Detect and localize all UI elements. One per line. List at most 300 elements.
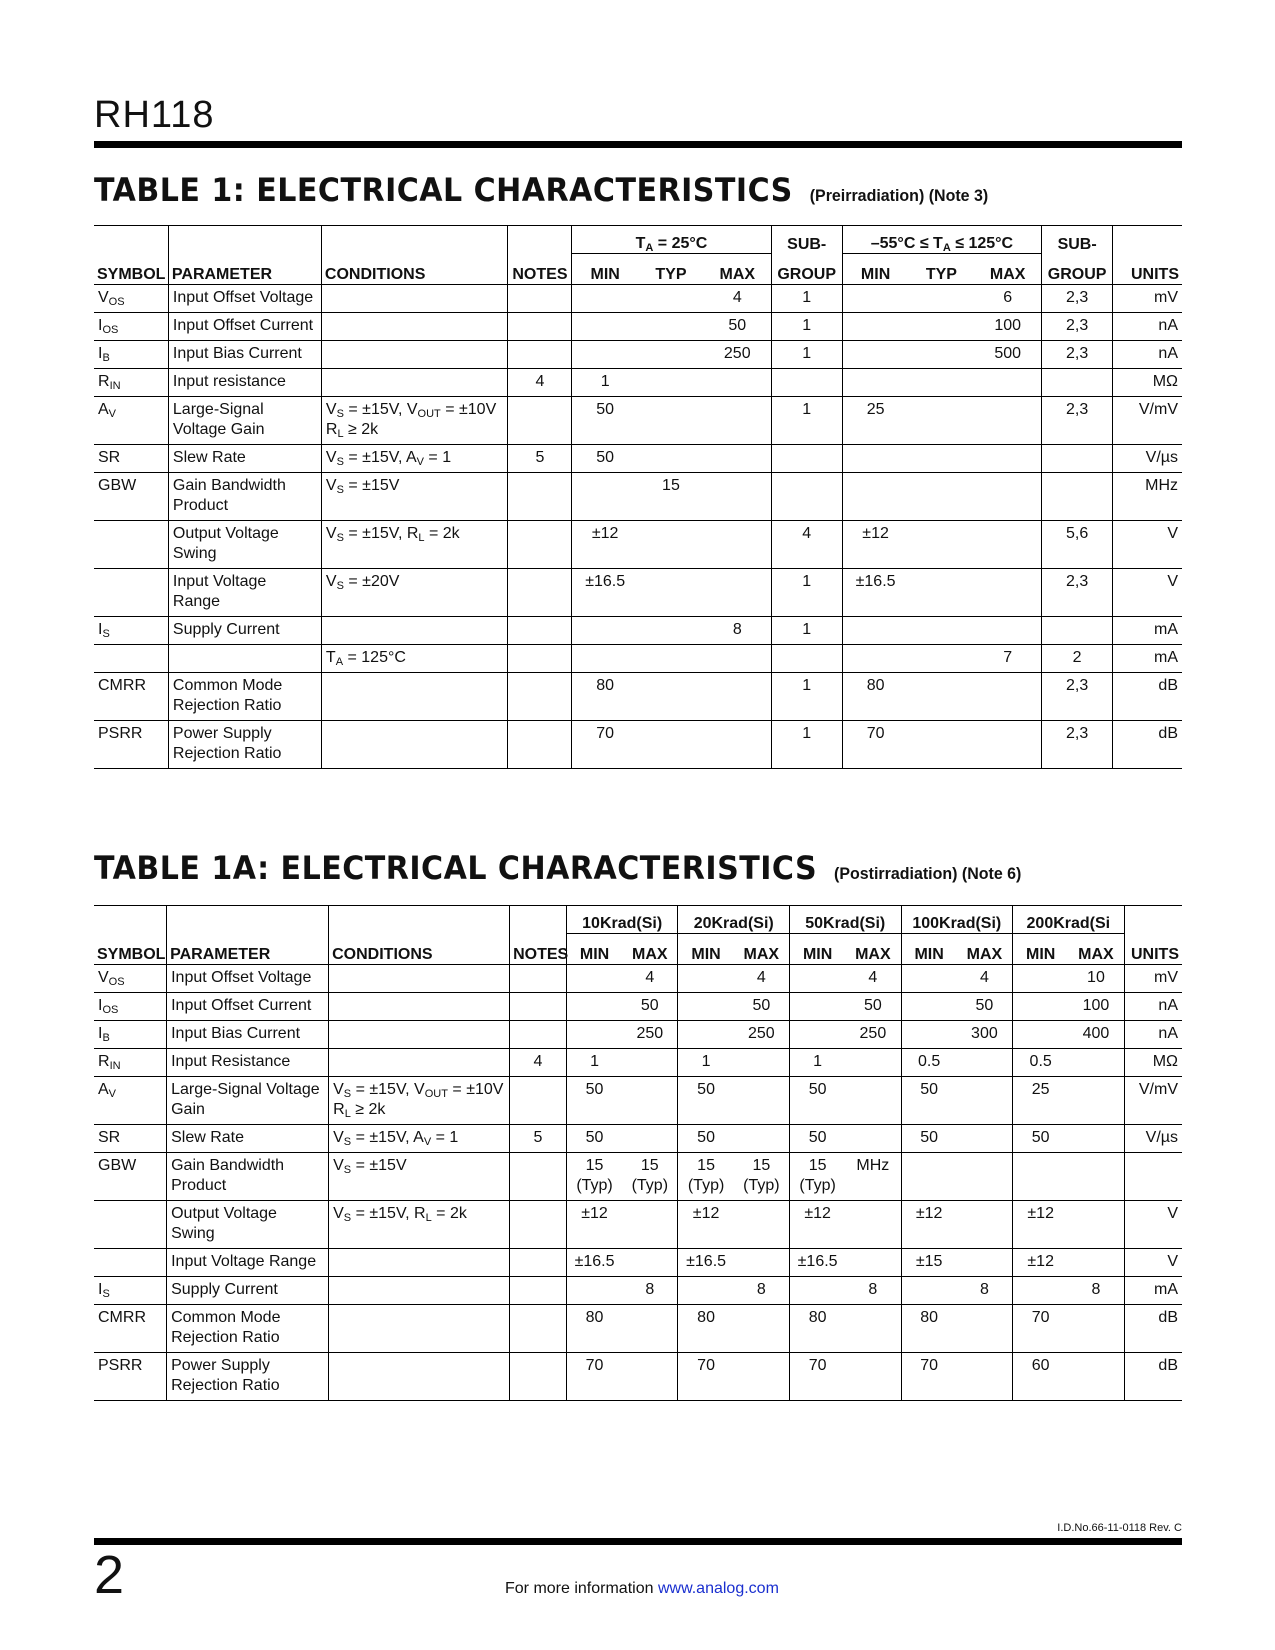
t1a-h-symbol: SYMBOL bbox=[94, 934, 167, 965]
t1a-cell-min: ±15 bbox=[901, 1249, 957, 1277]
t1a-cell-min bbox=[678, 993, 734, 1021]
t1a-cell-min: 50 bbox=[789, 1125, 845, 1153]
t1a-cell-max bbox=[1068, 1049, 1124, 1077]
t1-cell-conditions: $T_A = 125^\circ C$ bbox=[321, 645, 508, 673]
t1a-cell-notes bbox=[510, 1277, 567, 1305]
t1a-cell-min: 15 (Typ) bbox=[678, 1153, 734, 1201]
t1a-cell-parameter: Common Mode Rejection Ratio bbox=[167, 1305, 329, 1353]
t1a-cell-max bbox=[622, 1201, 678, 1249]
t1a-cell-min bbox=[678, 1277, 734, 1305]
t1a-cell-units: mA bbox=[1124, 1277, 1182, 1305]
t1-cell-notes bbox=[508, 617, 572, 645]
t1-cell-conditions bbox=[321, 285, 508, 313]
t1-cell-min bbox=[572, 645, 638, 673]
t1-cell-max2: 6 bbox=[974, 285, 1041, 313]
t1a-cell-notes bbox=[510, 1153, 567, 1201]
t1a-cell-parameter: Large-Signal Voltage Gain bbox=[167, 1077, 329, 1125]
t1a-cell-min: ±12 bbox=[566, 1201, 622, 1249]
t1-cell-subgroup: 1 bbox=[771, 673, 842, 721]
t1-cell-parameter: Slew Rate bbox=[168, 445, 321, 473]
t1a-cell-notes bbox=[510, 1201, 567, 1249]
t1a-cell-conditions bbox=[329, 965, 510, 993]
t1-h-parameter: PARAMETER bbox=[168, 254, 321, 285]
t1a-cell-max: 400 bbox=[1068, 1021, 1124, 1049]
t1-cell-typ bbox=[638, 285, 704, 313]
t1a-cell-max bbox=[845, 1049, 901, 1077]
t1a-h-min: MIN bbox=[901, 934, 957, 965]
t1a-h-max: MAX bbox=[957, 934, 1013, 965]
t1-cell-min2: ±16.5 bbox=[842, 569, 908, 617]
table-row bbox=[94, 617, 1182, 645]
t1-cell-max2: 500 bbox=[974, 341, 1041, 369]
t1a-cell-max bbox=[1068, 1249, 1124, 1277]
t1a-cell-parameter: Slew Rate bbox=[167, 1125, 329, 1153]
t1-cell-units: nA bbox=[1113, 341, 1182, 369]
t1a-cell-max: 250 bbox=[845, 1021, 901, 1049]
t1a-cell-min bbox=[1013, 965, 1069, 993]
t1-cell-symbol: $I_S$ bbox=[94, 617, 168, 645]
t1-cell-typ2 bbox=[908, 473, 974, 521]
t1a-cell-min: 70 bbox=[789, 1353, 845, 1401]
t1-cell-typ2 bbox=[908, 721, 974, 769]
t1-group-range: $-55^\circ C \le T_A \le 125^\circ C$ bbox=[842, 226, 1041, 254]
t1a-cell-min: 25 bbox=[1013, 1077, 1069, 1125]
t1-cell-max2 bbox=[974, 673, 1041, 721]
t1-cell-subgroup2: 2,3 bbox=[1042, 285, 1113, 313]
table1-title-text: TABLE 1: ELECTRICAL CHARACTERISTICS bbox=[94, 171, 793, 209]
t1-cell-conditions: $V_S = \pm 15V$, $V_{OUT} = \pm 10V$ $R_L \ge 2k$ bbox=[321, 397, 508, 445]
t1-cell-subgroup: 1 bbox=[771, 285, 842, 313]
t1a-cell-max bbox=[734, 1077, 790, 1125]
t1a-cell-min bbox=[789, 1021, 845, 1049]
t1-cell-min: 50 bbox=[572, 445, 638, 473]
table-row bbox=[94, 1353, 1182, 1401]
t1-cell-max bbox=[704, 721, 771, 769]
table1 bbox=[94, 225, 1182, 769]
t1-cell-min: 70 bbox=[572, 721, 638, 769]
t1a-cell-max: 8 bbox=[957, 1277, 1013, 1305]
t1-cell-max2 bbox=[974, 473, 1041, 521]
t1-cell-parameter: Input Bias Current bbox=[168, 341, 321, 369]
t1-cell-max bbox=[704, 569, 771, 617]
t1a-cell-units bbox=[1124, 1153, 1182, 1201]
t1a-cell-units: nA bbox=[1124, 993, 1182, 1021]
t1a-cell-max: 100 bbox=[1068, 993, 1124, 1021]
table-row bbox=[94, 1021, 1182, 1049]
t1-cell-subgroup: 1 bbox=[771, 569, 842, 617]
t1-cell-units: nA bbox=[1113, 313, 1182, 341]
t1a-cell-max: 250 bbox=[622, 1021, 678, 1049]
t1a-cell-notes bbox=[510, 1249, 567, 1277]
table1a-title bbox=[94, 849, 1022, 887]
t1-cell-typ: 15 bbox=[638, 473, 704, 521]
t1a-cell-symbol: $I_S$ bbox=[94, 1277, 167, 1305]
t1-cell-min: 1 bbox=[572, 369, 638, 397]
t1-cell-units: dB bbox=[1113, 673, 1182, 721]
t1a-cell-max bbox=[1068, 1305, 1124, 1353]
t1-cell-subgroup2: 2,3 bbox=[1042, 569, 1113, 617]
t1a-cell-max bbox=[957, 1305, 1013, 1353]
t1-cell-subgroup2 bbox=[1042, 617, 1113, 645]
t1-cell-typ bbox=[638, 397, 704, 445]
t1a-cell-min: 80 bbox=[789, 1305, 845, 1353]
t1a-cell-max bbox=[957, 1249, 1013, 1277]
t1a-cell-min: 15 (Typ) bbox=[566, 1153, 622, 1201]
t1a-cell-min: ±12 bbox=[678, 1201, 734, 1249]
t1-cell-typ2 bbox=[908, 673, 974, 721]
part-number: RH118 bbox=[94, 94, 215, 136]
t1-cell-notes bbox=[508, 673, 572, 721]
t1a-cell-conditions: $V_S = \pm 15V$, $R_L = 2k$ bbox=[329, 1201, 510, 1249]
t1a-cell-notes bbox=[510, 1077, 567, 1125]
top-rule bbox=[94, 141, 1182, 148]
t1-cell-symbol: GBW bbox=[94, 473, 168, 521]
t1a-cell-max bbox=[845, 1353, 901, 1401]
t1-cell-symbol bbox=[94, 569, 168, 617]
t1-cell-units: V bbox=[1113, 521, 1182, 569]
t1-cell-min2: ±12 bbox=[842, 521, 908, 569]
t1-cell-notes bbox=[508, 473, 572, 521]
t1-cell-symbol bbox=[94, 645, 168, 673]
t1-cell-units: V/mV bbox=[1113, 397, 1182, 445]
t1a-cell-max bbox=[622, 1077, 678, 1125]
t1-cell-subgroup: 1 bbox=[771, 617, 842, 645]
t1-cell-max2: 100 bbox=[974, 313, 1041, 341]
t1-cell-typ bbox=[638, 645, 704, 673]
t1a-cell-conditions bbox=[329, 993, 510, 1021]
table-row bbox=[94, 521, 1182, 569]
table-row bbox=[94, 1153, 1182, 1201]
t1a-cell-max bbox=[622, 1305, 678, 1353]
t1-h-min: MIN bbox=[572, 254, 638, 285]
t1-cell-max2 bbox=[974, 369, 1041, 397]
t1a-cell-units: nA bbox=[1124, 1021, 1182, 1049]
t1-cell-typ2 bbox=[908, 313, 974, 341]
t1a-cell-min: 50 bbox=[789, 1077, 845, 1125]
t1a-cell-min bbox=[566, 993, 622, 1021]
table-row bbox=[94, 993, 1182, 1021]
table-row bbox=[94, 965, 1182, 993]
t1-cell-subgroup2: 2,3 bbox=[1042, 673, 1113, 721]
t1-cell-typ bbox=[638, 617, 704, 645]
t1-cell-max2 bbox=[974, 397, 1041, 445]
t1-cell-conditions bbox=[321, 313, 508, 341]
t1a-cell-parameter: Input Resistance bbox=[167, 1049, 329, 1077]
t1a-cell-max bbox=[734, 1125, 790, 1153]
t1a-cell-units: dB bbox=[1124, 1305, 1182, 1353]
t1-cell-max: 250 bbox=[704, 341, 771, 369]
t1-cell-max bbox=[704, 369, 771, 397]
t1-cell-min bbox=[572, 313, 638, 341]
t1-cell-conditions bbox=[321, 369, 508, 397]
t1a-cell-symbol: $V_{OS}$ bbox=[94, 965, 167, 993]
t1-cell-max: 8 bbox=[704, 617, 771, 645]
t1-cell-min2: 80 bbox=[842, 673, 908, 721]
table-row bbox=[94, 313, 1182, 341]
t1a-cell-conditions bbox=[329, 1249, 510, 1277]
t1-cell-typ2 bbox=[908, 285, 974, 313]
t1a-h-conditions: CONDITIONS bbox=[329, 934, 510, 965]
t1-cell-parameter: Input resistance bbox=[168, 369, 321, 397]
t1a-cell-min bbox=[1013, 1021, 1069, 1049]
t1-cell-min2 bbox=[842, 473, 908, 521]
t1-cell-symbol: CMRR bbox=[94, 673, 168, 721]
more-info bbox=[505, 1580, 779, 1598]
table1-title bbox=[94, 171, 989, 209]
t1-cell-parameter: Input Offset Voltage bbox=[168, 285, 321, 313]
t1-cell-min2 bbox=[842, 313, 908, 341]
t1a-cell-notes bbox=[510, 1021, 567, 1049]
t1-cell-typ bbox=[638, 569, 704, 617]
t1a-cell-min bbox=[566, 1021, 622, 1049]
t1a-cell-max bbox=[845, 1201, 901, 1249]
table-row bbox=[94, 1077, 1182, 1125]
t1-cell-parameter: Gain Bandwidth Product bbox=[168, 473, 321, 521]
t1-cell-min bbox=[572, 617, 638, 645]
t1-cell-max2 bbox=[974, 445, 1041, 473]
t1-cell-subgroup: 1 bbox=[771, 397, 842, 445]
t1-cell-notes: 4 bbox=[508, 369, 572, 397]
t1a-cell-conditions bbox=[329, 1049, 510, 1077]
t1-cell-notes bbox=[508, 645, 572, 673]
t1a-cell-parameter: Gain Bandwidth Product bbox=[167, 1153, 329, 1201]
t1-cell-units: V bbox=[1113, 569, 1182, 617]
t1a-group-20krad: 20Krad(Si) bbox=[678, 906, 790, 934]
t1a-cell-min: 60 bbox=[1013, 1353, 1069, 1401]
t1a-cell-max: 15 (Typ) bbox=[734, 1153, 790, 1201]
t1-cell-max bbox=[704, 645, 771, 673]
t1-cell-typ2 bbox=[908, 521, 974, 569]
t1a-cell-parameter: Input Bias Current bbox=[167, 1021, 329, 1049]
t1a-cell-max bbox=[1068, 1201, 1124, 1249]
t1a-cell-min: ±12 bbox=[1013, 1249, 1069, 1277]
t1a-cell-max: 4 bbox=[734, 965, 790, 993]
t1-cell-notes bbox=[508, 569, 572, 617]
t1a-h-min: MIN bbox=[566, 934, 622, 965]
table1a bbox=[94, 905, 1182, 1401]
table-row bbox=[94, 673, 1182, 721]
t1-cell-typ bbox=[638, 369, 704, 397]
table-row bbox=[94, 397, 1182, 445]
t1-cell-conditions bbox=[321, 721, 508, 769]
t1a-cell-max bbox=[622, 1353, 678, 1401]
t1a-cell-min: 15 (Typ) bbox=[789, 1153, 845, 1201]
t1-cell-min2 bbox=[842, 341, 908, 369]
t1-cell-symbol: $I_B$ bbox=[94, 341, 168, 369]
t1-cell-min: 50 bbox=[572, 397, 638, 445]
t1a-cell-max: 8 bbox=[1068, 1277, 1124, 1305]
t1-cell-subgroup bbox=[771, 645, 842, 673]
t1a-group-100krad: 100Krad(Si) bbox=[901, 906, 1013, 934]
t1a-cell-min bbox=[1013, 993, 1069, 1021]
table-row bbox=[94, 1277, 1182, 1305]
t1a-cell-min: 50 bbox=[678, 1125, 734, 1153]
t1a-cell-symbol: $I_B$ bbox=[94, 1021, 167, 1049]
more-info-text: For more information bbox=[505, 1580, 654, 1597]
t1-cell-symbol: PSRR bbox=[94, 721, 168, 769]
t1-cell-parameter: Output Voltage Swing bbox=[168, 521, 321, 569]
page-number: 2 bbox=[94, 1545, 125, 1605]
table-row bbox=[94, 1125, 1182, 1153]
t1a-cell-min bbox=[901, 1021, 957, 1049]
t1-cell-min2 bbox=[842, 645, 908, 673]
t1a-cell-max bbox=[1068, 1153, 1124, 1201]
t1a-cell-max bbox=[957, 1153, 1013, 1201]
table-row bbox=[94, 721, 1182, 769]
t1-cell-subgroup2: 2,3 bbox=[1042, 341, 1113, 369]
table-row bbox=[94, 645, 1182, 673]
t1-cell-notes bbox=[508, 397, 572, 445]
t1-cell-units: dB bbox=[1113, 721, 1182, 769]
t1a-cell-conditions bbox=[329, 1277, 510, 1305]
t1a-cell-max: 10 bbox=[1068, 965, 1124, 993]
table1a-title-text: TABLE 1A: ELECTRICAL CHARACTERISTICS bbox=[94, 849, 818, 887]
t1a-cell-min bbox=[901, 965, 957, 993]
t1a-cell-max: 4 bbox=[957, 965, 1013, 993]
t1-h-subgroup: GROUP bbox=[771, 254, 842, 285]
t1a-cell-min: 70 bbox=[1013, 1305, 1069, 1353]
t1a-cell-notes bbox=[510, 1305, 567, 1353]
t1a-cell-notes: 5 bbox=[510, 1125, 567, 1153]
t1-cell-conditions: $V_S = \pm 20V$ bbox=[321, 569, 508, 617]
t1-cell-notes bbox=[508, 521, 572, 569]
t1-sub-top: SUB- bbox=[771, 226, 842, 254]
table-row bbox=[94, 285, 1182, 313]
t1a-cell-symbol: CMRR bbox=[94, 1305, 167, 1353]
t1a-cell-notes bbox=[510, 965, 567, 993]
t1a-cell-max: 15 (Typ) bbox=[622, 1153, 678, 1201]
t1a-cell-units: V bbox=[1124, 1201, 1182, 1249]
t1-cell-max bbox=[704, 473, 771, 521]
t1a-cell-min: 80 bbox=[901, 1305, 957, 1353]
t1a-cell-max bbox=[734, 1305, 790, 1353]
t1-cell-notes bbox=[508, 313, 572, 341]
t1-cell-conditions bbox=[321, 341, 508, 369]
t1a-cell-max: 8 bbox=[734, 1277, 790, 1305]
t1a-cell-max bbox=[1068, 1125, 1124, 1153]
t1-h-symbol: SYMBOL bbox=[94, 254, 168, 285]
t1a-cell-units: dB bbox=[1124, 1353, 1182, 1401]
t1a-cell-conditions bbox=[329, 1353, 510, 1401]
t1-cell-symbol: $I_{OS}$ bbox=[94, 313, 168, 341]
t1a-cell-min bbox=[678, 1021, 734, 1049]
t1a-cell-symbol bbox=[94, 1201, 167, 1249]
t1a-group-50krad: 50Krad(Si) bbox=[789, 906, 901, 934]
t1-cell-parameter: Common Mode Rejection Ratio bbox=[168, 673, 321, 721]
t1a-cell-max: 8 bbox=[845, 1277, 901, 1305]
t1-cell-notes bbox=[508, 285, 572, 313]
t1a-h-min: MIN bbox=[789, 934, 845, 965]
t1a-cell-min: 50 bbox=[901, 1125, 957, 1153]
t1a-h-max: MAX bbox=[734, 934, 790, 965]
t1a-cell-parameter: Input Offset Current bbox=[167, 993, 329, 1021]
t1a-cell-min bbox=[566, 965, 622, 993]
t1-sub2-top: SUB- bbox=[1042, 226, 1113, 254]
t1a-cell-max bbox=[622, 1049, 678, 1077]
analog-link[interactable]: www.analog.com bbox=[657, 1580, 779, 1597]
t1a-cell-min bbox=[901, 1277, 957, 1305]
t1a-cell-max bbox=[845, 1125, 901, 1153]
t1a-cell-symbol bbox=[94, 1249, 167, 1277]
bottom-rule bbox=[94, 1538, 1182, 1545]
table-row bbox=[94, 473, 1182, 521]
table-row bbox=[94, 369, 1182, 397]
t1-cell-symbol: SR bbox=[94, 445, 168, 473]
t1a-cell-conditions: $V_S = \pm 15V$, $A_V = 1$ bbox=[329, 1125, 510, 1153]
t1a-cell-symbol: $I_{OS}$ bbox=[94, 993, 167, 1021]
t1-cell-typ2 bbox=[908, 369, 974, 397]
t1-cell-typ bbox=[638, 673, 704, 721]
t1a-cell-parameter: Input Offset Voltage bbox=[167, 965, 329, 993]
t1-cell-typ bbox=[638, 341, 704, 369]
t1-cell-symbol: $A_V$ bbox=[94, 397, 168, 445]
document-id: I.D.No.66-11-0118 Rev. C bbox=[1057, 1522, 1182, 1534]
t1a-cell-max bbox=[957, 1353, 1013, 1401]
t1-h-conditions: CONDITIONS bbox=[321, 254, 508, 285]
t1a-cell-parameter: Input Voltage Range bbox=[167, 1249, 329, 1277]
t1a-cell-max: 50 bbox=[734, 993, 790, 1021]
t1-cell-units: mV bbox=[1113, 285, 1182, 313]
t1a-group-200krad: 200Krad(Si bbox=[1013, 906, 1125, 934]
t1a-cell-units: MΩ bbox=[1124, 1049, 1182, 1077]
t1a-cell-min: ±12 bbox=[901, 1201, 957, 1249]
t1a-cell-min: 70 bbox=[566, 1353, 622, 1401]
t1a-cell-min: ±16.5 bbox=[566, 1249, 622, 1277]
table-row bbox=[94, 341, 1182, 369]
t1-cell-max2 bbox=[974, 569, 1041, 617]
t1a-cell-min: 70 bbox=[901, 1353, 957, 1401]
t1a-cell-max: 8 bbox=[622, 1277, 678, 1305]
t1-cell-units: V/µs bbox=[1113, 445, 1182, 473]
t1-cell-typ2 bbox=[908, 341, 974, 369]
t1-cell-max2 bbox=[974, 521, 1041, 569]
t1a-cell-parameter: Power Supply Rejection Ratio bbox=[167, 1353, 329, 1401]
t1-cell-typ2 bbox=[908, 645, 974, 673]
t1a-h-min: MIN bbox=[678, 934, 734, 965]
t1a-cell-min: 50 bbox=[678, 1077, 734, 1125]
t1-cell-subgroup: 1 bbox=[771, 341, 842, 369]
t1-cell-typ2 bbox=[908, 445, 974, 473]
t1-cell-max: 50 bbox=[704, 313, 771, 341]
t1-cell-conditions: $V_S = \pm 15V$, $R_L = 2k$ bbox=[321, 521, 508, 569]
t1a-cell-min bbox=[901, 1153, 957, 1201]
t1a-cell-max: 50 bbox=[622, 993, 678, 1021]
table1-subtitle: (Preirradiation) (Note 3) bbox=[809, 186, 989, 205]
t1a-cell-max: 4 bbox=[622, 965, 678, 993]
t1-cell-subgroup: 1 bbox=[771, 721, 842, 769]
t1a-h-max: MAX bbox=[1068, 934, 1124, 965]
table-row bbox=[94, 1305, 1182, 1353]
t1a-h-max: MAX bbox=[845, 934, 901, 965]
t1-cell-conditions: $V_S = \pm 15V$ bbox=[321, 473, 508, 521]
t1-cell-min2 bbox=[842, 617, 908, 645]
table-row bbox=[94, 569, 1182, 617]
t1a-cell-min: 50 bbox=[1013, 1125, 1069, 1153]
t1-cell-typ2 bbox=[908, 617, 974, 645]
t1a-cell-symbol: GBW bbox=[94, 1153, 167, 1201]
t1-cell-subgroup2 bbox=[1042, 369, 1113, 397]
t1-cell-subgroup bbox=[771, 473, 842, 521]
t1-h-min2: MIN bbox=[842, 254, 908, 285]
t1-cell-symbol bbox=[94, 521, 168, 569]
t1a-cell-max bbox=[1068, 1077, 1124, 1125]
t1-cell-notes bbox=[508, 721, 572, 769]
t1-cell-min: ±16.5 bbox=[572, 569, 638, 617]
t1-cell-min2 bbox=[842, 445, 908, 473]
t1a-cell-units: V/µs bbox=[1124, 1125, 1182, 1153]
t1-cell-units: mA bbox=[1113, 617, 1182, 645]
t1a-cell-max bbox=[734, 1249, 790, 1277]
